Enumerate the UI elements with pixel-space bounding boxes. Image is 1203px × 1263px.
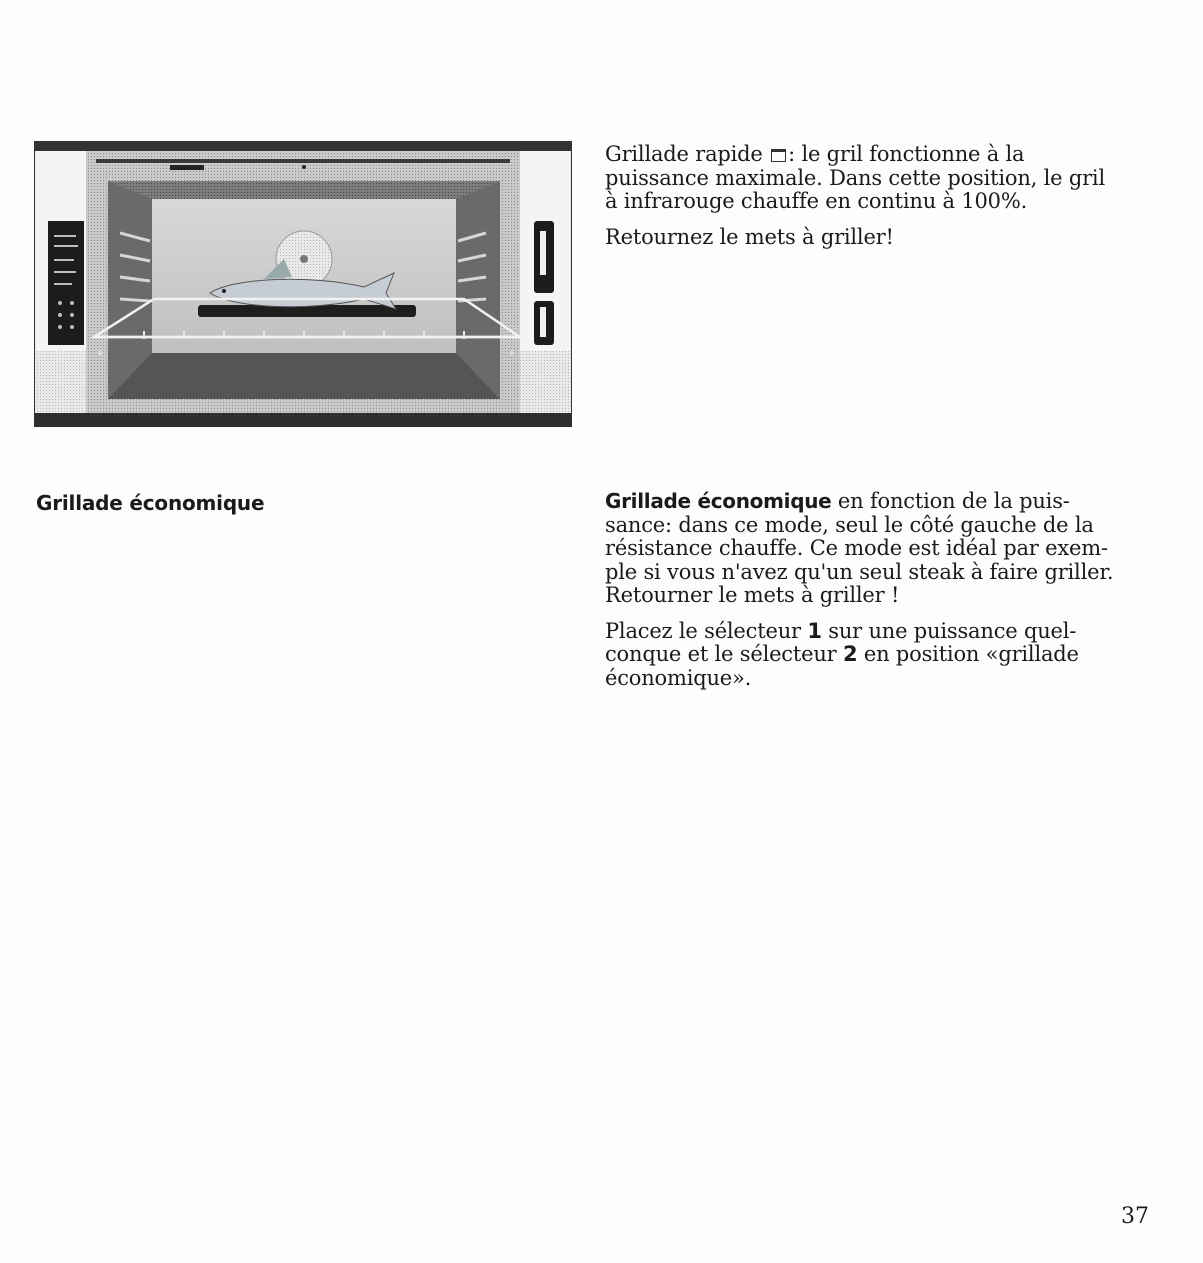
selector-2-label: 2 xyxy=(842,642,858,666)
section-text xyxy=(605,490,1165,702)
oven-drawing xyxy=(34,141,572,427)
grill-icon xyxy=(771,149,786,162)
section-p2-line-3: économique». xyxy=(605,665,752,690)
intro-line-3: à infrarouge chauffe en continu à 100%. xyxy=(605,189,1028,213)
page-number: 37 xyxy=(1121,1204,1149,1229)
section-p1-line-3: résistance chauffe. Ce mode est idéal par exem- xyxy=(605,536,1108,560)
section-p1-line-4: ple si vous n'avez qu'un seul steak à faire griller. xyxy=(605,559,1114,584)
intro-text xyxy=(605,143,1165,261)
section-heading: Grillade économique xyxy=(36,491,265,515)
selector-1-label: 1 xyxy=(807,618,822,643)
intro-line-1: Grillade rapide : le gril fonctionne à la xyxy=(605,142,1025,166)
section-p2-line-2: conque et le sélecteur 2 en position «grillade xyxy=(605,642,1079,666)
intro-line-2: puissance maximale. Dans cette position, le gril xyxy=(605,165,1105,190)
section-term: Grillade économique xyxy=(605,489,832,513)
section-p1-line-1: Grillade économique en fonction de la puis- xyxy=(605,489,1070,513)
oven-illustration xyxy=(34,141,572,427)
intro-paragraph xyxy=(605,143,1165,214)
section-paragraph-1 xyxy=(605,490,1165,608)
section-p1-line-5: Retourner le mets à griller ! xyxy=(605,583,900,607)
section-p1-line-2: sance: dans ce mode, seul le côté gauche de la xyxy=(605,512,1094,537)
section-paragraph-2 xyxy=(605,620,1165,691)
intro-note: Retournez le mets à griller! xyxy=(605,224,894,249)
section-p2-line-1: Placez le sélecteur 1 sur une puissance quel- xyxy=(605,618,1077,643)
